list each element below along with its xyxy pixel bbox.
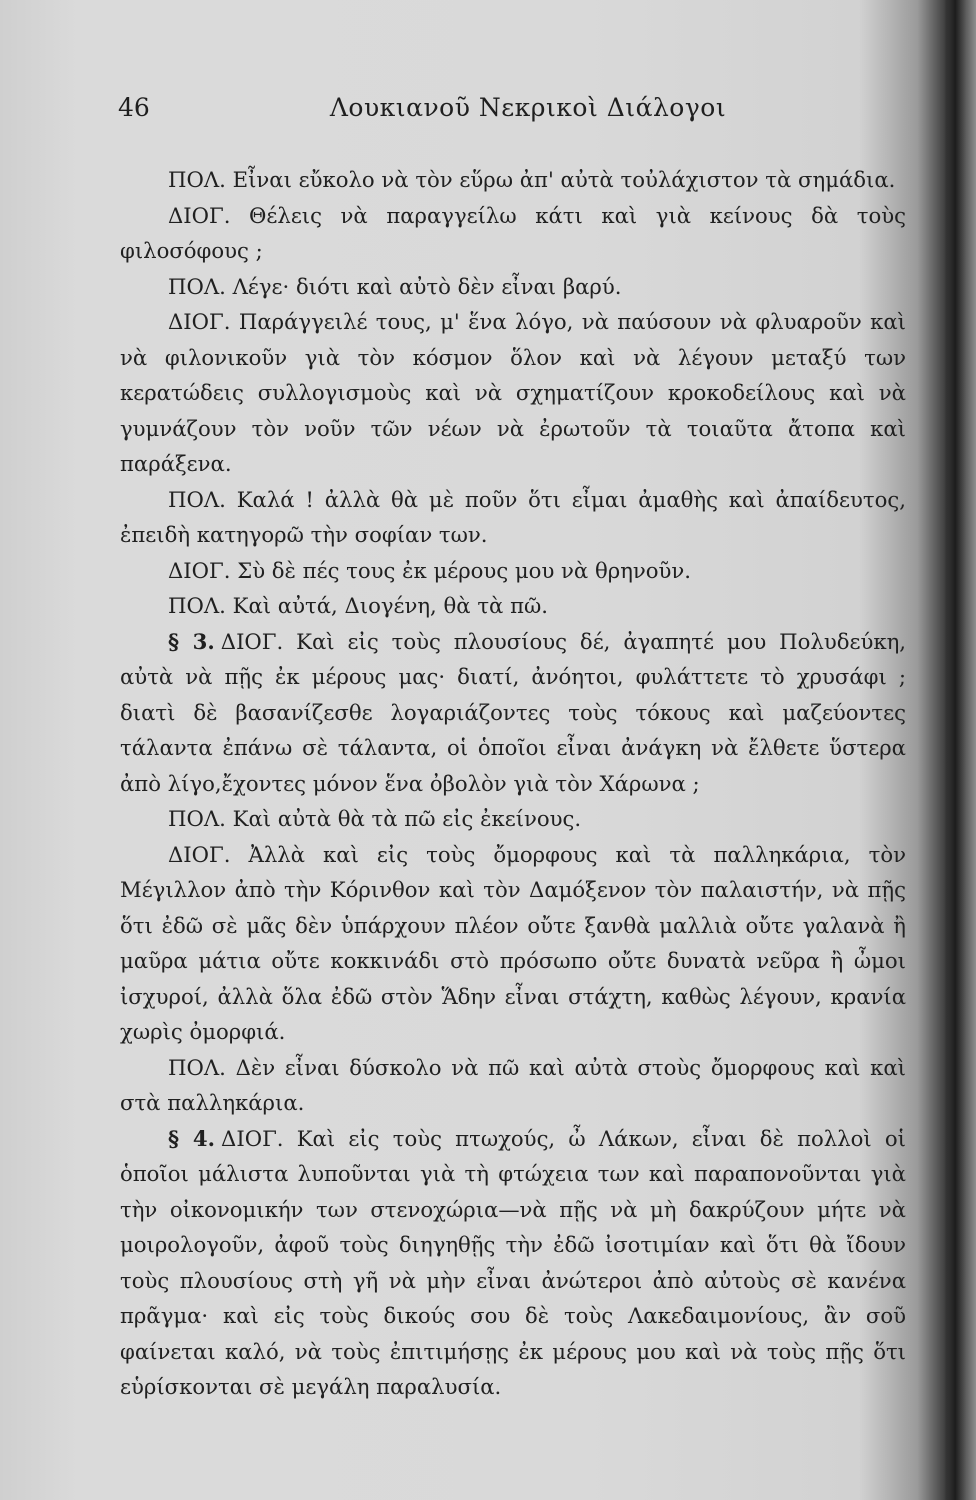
paragraph — [120, 304, 906, 482]
section-marker: § 3. — [168, 628, 215, 654]
page-body — [120, 162, 906, 1405]
paragraph-text: ΔΙΟΓ. Σὺ δὲ πές τους ἐκ μέρους μου νὰ θρηνοῦν. — [168, 557, 692, 583]
paragraph — [120, 1050, 906, 1121]
paragraph-text: ΠΟΛ. Λέγε· διότι καὶ αὐτὸ δὲν εἶναι βαρύ. — [168, 273, 622, 299]
paragraph — [120, 801, 906, 837]
paragraph-text: ΔΙΟΓ. Παράγγειλέ τους, μ' ἕνα λόγο, νὰ παύσουν νὰ φλυαροῦν καὶ νὰ φιλονικοῦν γιὰ τὸν κόσμον ὅλον καὶ νὰ λέγουν μεταξύ των κερατώδεις συλλογισμοὺς καὶ νὰ σχηματίζουν κροκοδείλους καὶ νὰ γυμνάζουν τὸν νοῦν τῶν νέων νὰ ἐρωτοῦν τὰ τοιαῦτα ἄτοπα καὶ παράξενα. — [120, 309, 906, 476]
paragraph-text: ΠΟΛ. Καὶ αὐτά, Διογένη, θὰ τὰ πῶ. — [168, 593, 549, 618]
paragraph-text: ΠΟΛ. Καὶ αὐτὰ θὰ τὰ πῶ εἰς ἐκείνους. — [168, 806, 582, 831]
paragraph — [120, 162, 906, 198]
paragraph — [120, 588, 906, 624]
paragraph — [120, 482, 906, 553]
paragraph — [120, 837, 906, 1050]
paragraph — [120, 198, 906, 269]
book-spine-shadow — [944, 0, 976, 1500]
paragraph-text: ΠΟΛ. Εἶναι εὔκολο νὰ τὸν εὕρω ἀπ' αὐτὰ τοὐλάχιστον τὰ σημάδια. — [168, 167, 896, 192]
paragraph — [120, 624, 906, 802]
paragraph-text: ΔΙΟΓ. Καὶ εἰς τοὺς πτωχούς, ὦ Λάκων, εἶναι δὲ πολλοὶ οἱ ὁποῖοι μάλιστα λυποῦνται γιὰ τὴ φτώχεια των καὶ παραπονοῦνται γιὰ τὴν οἰκονομικήν των στενοχώρια—νὰ πῇς νὰ μὴ δακρύζουν μήτε νὰ μοιρολογοῦν, ἀφοῦ τοὺς διηγηθῇς τὴν ἐδῶ ἰσοτιμίαν καὶ ὅτι θὰ ἴδουν τοὺς πλουσίους στὴ γῆ νὰ μὴν εἶναι ἀνώτεροι ἀπὸ αὐτοὺς σὲ κανένα πρᾶγμα· καὶ εἰς τοὺς δικούς σου δὲ τοὺς Λακεδαιμονίους, ἂν σοῦ φαίνεται καλό, νὰ τοὺς ἐπιτιμήσῃς ἐκ μέρους μου καὶ νὰ τοὺς πῇς ὅτι εὑρίσκονται σὲ μεγάλη παραλυσία. — [120, 1125, 906, 1399]
page-number: 46 — [118, 93, 150, 122]
paragraph — [120, 553, 906, 589]
paragraph-text: ΔΙΟΓ. Θέλεις νὰ παραγγείλω κάτι καὶ γιὰ κείνους δὰ τοὺς φιλοσόφους ; — [120, 202, 906, 263]
paragraph — [120, 269, 906, 305]
running-title: Λουκιανοῦ Νεκρικοὶ Διάλογοι — [329, 93, 727, 122]
paragraph-text: ΔΙΟΓ. Καὶ εἰς τοὺς πλουσίους δέ, ἀγαπητέ μου Πολυδεύκη, αὐτὰ νὰ πῇς ἐκ μέρους μας· διατί, ἀνόητοι, φυλάττετε τὸ χρυσάφι ; διατὶ δὲ βασανίζεσθε λογαριάζοντες τοὺς τόκους καὶ μαζεύοντες τάλαντα ἐπάνω σὲ τάλαντα, οἱ ὁποῖοι εἶναι ἀνάγκη νὰ ἔλθετε ὕστερα ἀπὸ λίγο,ἔχοντες μόνον ἕνα ὀβολὸν γιὰ τὸν Χάρωνα ; — [120, 628, 906, 796]
paragraph — [120, 1121, 906, 1405]
page-header — [118, 93, 908, 133]
paragraph-text: ΔΙΟΓ. Ἀλλὰ καὶ εἰς τοὺς ὄμορφους καὶ τὰ παλληκάρια, τὸν Μέγιλλον ἀπὸ τὴν Κόρινθον καὶ τὸν Δαμόξενον τὸν παλαιστήν, νὰ πῇς ὅτι ἐδῶ σὲ μᾶς δὲν ὑπάρχουν πλέον οὔτε ξανθὰ μαλλιὰ οὔτε γαλανὰ ἢ μαῦρα μάτια οὔτε κοκκινάδι στὸ πρόσωπο οὔτε δυνατὰ νεῦρα ἢ ὦμοι ἰσχυροί, ἀλλὰ ὅλα ἐδῶ στὸν Ἅδην εἶναι στάχτη, καθὼς λέγουν, κρανία χωρὶς ὀμορφιά. — [120, 841, 906, 1044]
section-marker: § 4. — [168, 1125, 216, 1151]
paragraph-text: ΠΟΛ. Δὲν εἶναι δύσκολο νὰ πῶ καὶ αὐτὰ στοὺς ὄμορφους καὶ καὶ στὰ παλληκάρια. — [120, 1054, 906, 1115]
paragraph-text: ΠΟΛ. Καλά ! ἀλλὰ θὰ μὲ ποῦν ὅτι εἶμαι ἀμαθὴς καὶ ἀπαίδευτος, ἐπειδὴ κατηγορῶ τὴν σοφίαν των. — [120, 486, 906, 547]
